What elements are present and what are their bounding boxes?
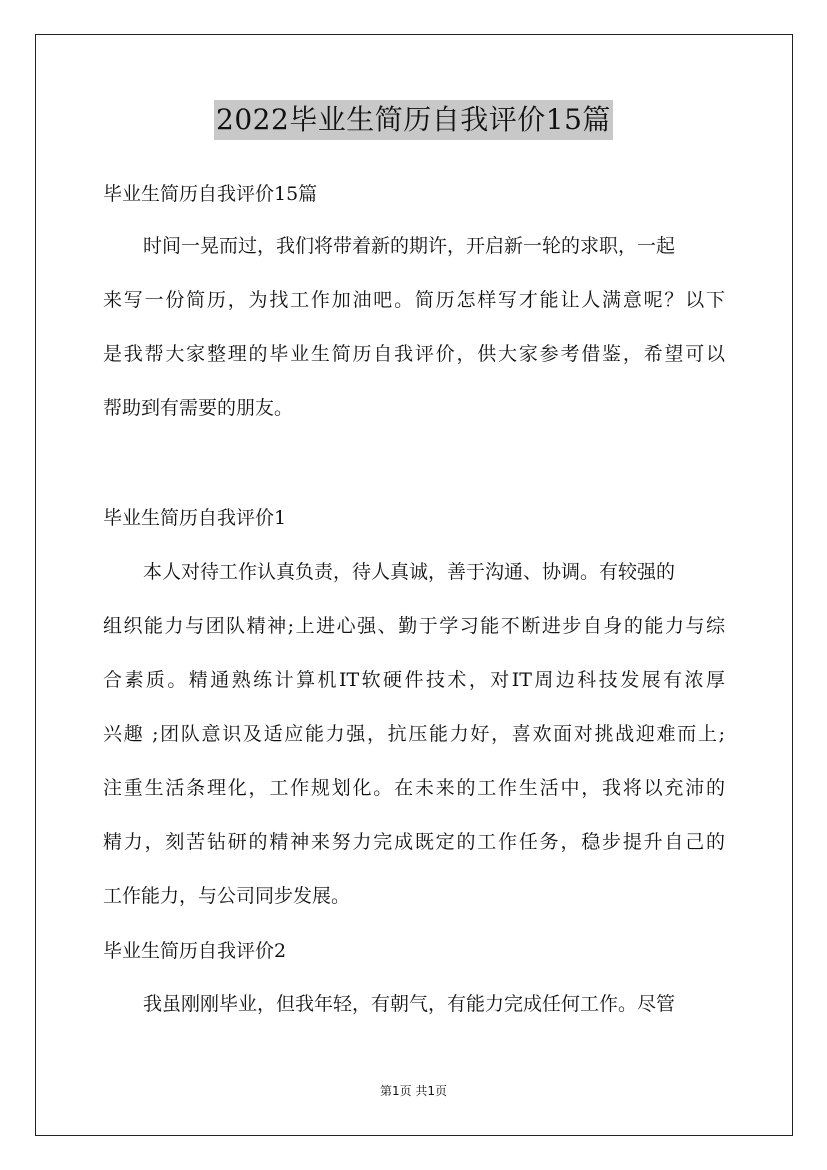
document-subtitle: 毕业生简历自我评价15篇	[103, 183, 318, 205]
document-title: 2022毕业生简历自我评价15篇	[214, 100, 613, 140]
intro-line: 帮助到有需要的朋友。	[103, 397, 294, 419]
page-number: 第1页 共1页	[379, 1084, 448, 1098]
section-heading: 毕业生简历自我评价2	[103, 940, 287, 962]
paragraph-line: 我虽刚刚毕业，但我年轻，有朝气，有能力完成任何工作。尽管	[143, 993, 676, 1015]
intro-line: 时间一晃而过，我们将带着新的期许，开启新一轮的求职，一起	[143, 235, 676, 257]
intro-line: 来写一份简历，为找工作加油吧。简历怎样写才能让人满意呢？以下	[103, 289, 725, 311]
paragraph-line: 精力，刻苦钻研的精神来努力完成既定的工作任务，稳步提升自己的	[103, 831, 725, 853]
paragraph-line: 本人对待工作认真负责，待人真诚，善于沟通、协调。有较强的	[143, 561, 676, 583]
paragraph-line: 合素质。精通熟练计算机IT软硬件技术，对IT周边科技发展有浓厚	[103, 669, 725, 691]
paragraph-line: 注重生活条理化，工作规划化。在未来的工作生活中，我将以充沛的	[103, 777, 725, 799]
paragraph-line: 工作能力，与公司同步发展。	[103, 885, 351, 907]
paragraph-line: 组织能力与团队精神;上进心强、勤于学习能不断进步自身的能力与综	[103, 615, 725, 637]
intro-line: 是我帮大家整理的毕业生简历自我评价，供大家参考借鉴，希望可以	[103, 343, 725, 365]
section-heading: 毕业生简历自我评价1	[103, 507, 287, 529]
title-container	[0, 100, 827, 140]
paragraph-line: 兴趣 ;团队意识及适应能力强，抗压能力好，喜欢面对挑战迎难而上;	[103, 723, 725, 745]
